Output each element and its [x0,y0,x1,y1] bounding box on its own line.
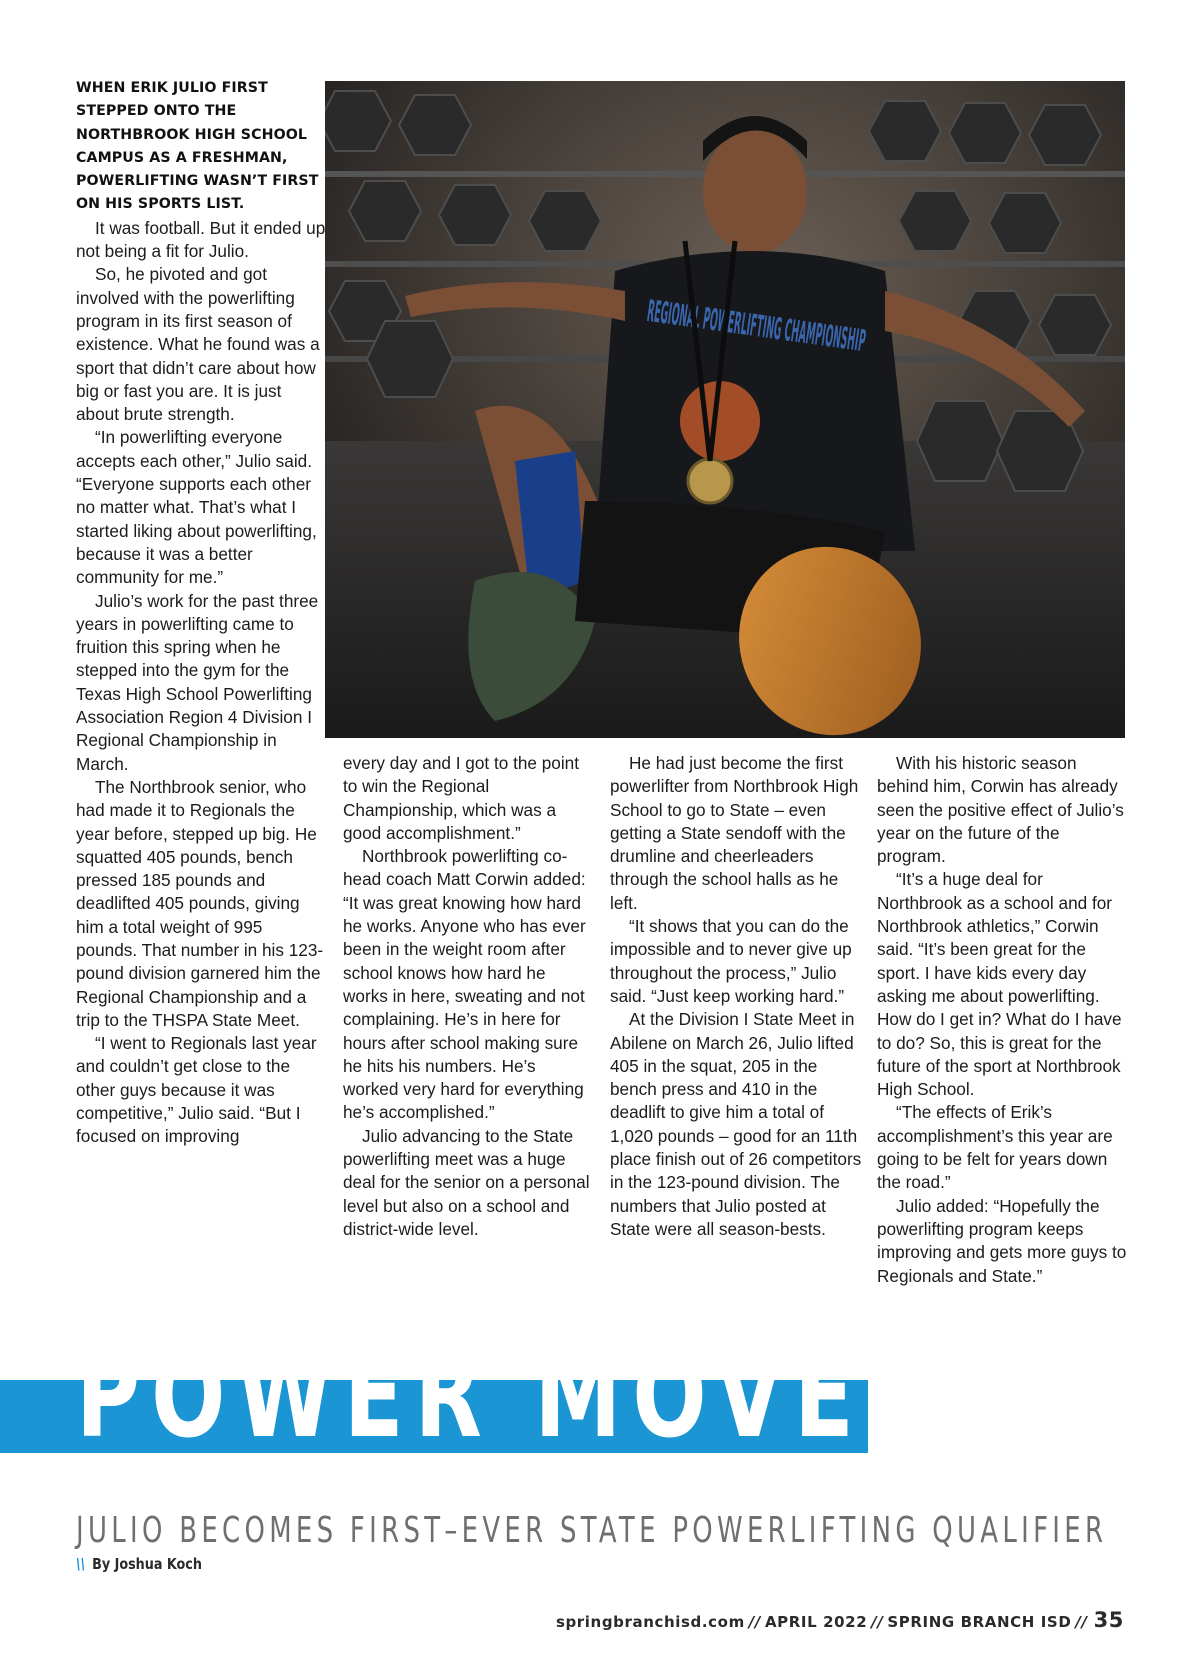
footer-separator: // [871,1613,884,1631]
paragraph: “It’s a huge deal for Northbrook as a school and for Northbrook athletics,” Corwin said. “It’s been great for the sport. I have kids every day asking me about powerlifting. How do I get in? What do I have to do? So, this is great for the future of the sport at Northbrook High School. [877,869,1122,1100]
paragraph: Julio’s work for the past three years in powerlifting came to fruition this spring when he stepped into the gym for the Texas High School Powerlifting Association Region 4 Division I Regional Championship in March. [76,590,319,774]
athlete-photo [325,81,1125,738]
paragraph: He had just become the first powerlifter from Northbrook High School to go to State – even getting a State sendoff with the drumline and cheerleaders through the school halls as he left. [610,753,859,913]
paragraph: every day and I got to the point to win the Regional Championship, which was a good accomplishment.” [343,753,580,843]
paragraph: It was football. But it ended up not being a fit for Julio. [76,217,326,262]
author: By Joshua Koch [92,1555,202,1573]
slash-ornament: \\ [76,1555,86,1573]
footer-website: springbranchisd.com [555,1613,745,1631]
paragraph: Northbrook powerlifting co-head coach Matt Corwin added: “It was great knowing how hard he works. Anyone who has ever been in the weight room after school knows how hard he works in here, sweating and not complaining. He’s in here for hours after school making sure he hits his numbers. He’s worked very hard for everything he’s accomplished.” [343,846,586,1123]
paragraph: Julio advancing to the State powerlifting meet was a huge deal for the senior on a personal level but also on a school and district-wide level. [343,1125,590,1239]
page-title: POWER MOVE [76,1326,865,1464]
article-column-3 [610,752,862,1241]
article-lead: WHEN ERIK JULIO FIRST STEPPED ONTO THE NORTHBROOK HIGH SCHOOL CAMPUS AS A FRESHMAN, POWERLIFTING WASN’T FIRST ON HIS SPORTS LIST. [76,80,319,213]
article-column-4 [877,752,1129,1288]
paragraph: “I went to Regionals last year and couldn’t get close to the other guys because it was competitive,” Julio said. “But I focused on improving [76,1033,317,1147]
footer-date: APRIL 2022 [764,1613,868,1631]
paragraph: “The effects of Erik’s accomplishment’s this year are going to be felt for years down the road.” [877,1102,1113,1193]
paragraph: “In powerlifting everyone accepts each other,” Julio said. “Everyone supports each other no matter what. That’s what I started liking about powerlifting, because it was a better community for me.” [76,427,317,588]
byline [76,1555,202,1573]
article-column-2 [343,752,595,1241]
subtitle: JULIO BECOMES FIRST–EVER STATE POWERLIFTING QUALIFIER [76,1510,1108,1551]
page-number: 35 [1093,1608,1124,1632]
paragraph: The Northbrook senior, who had made it to Regionals the year before, stepped up big. He squatted 405 pounds, bench pressed 185 pounds and deadlifted 405 pounds, giving him a total weight of 995 pounds. That number in his 123-pound division garnered him the Regional Championship and a trip to the THSPA State Meet. [76,776,324,1030]
footer-publication: SPRING BRANCH ISD [887,1613,1072,1631]
paragraph: Julio added: “Hopefully the powerlifting program keeps improving and gets more guys to Regionals and State.” [877,1195,1127,1286]
paragraph: So, he pivoted and got involved with the powerlifting program in its first season of existence. What he found was a sport that didn’t care about how big or fast you are. It is just about brute strength. [76,264,320,425]
page-footer [556,1608,1124,1632]
footer-separator: // [1075,1613,1088,1631]
article-column-1 [76,77,328,1149]
paragraph: At the Division I State Meet in Abilene on March 26, Julio lifted 405 in the squat, 205 in the bench press and 410 in the deadlift to give him a total of 1,020 pounds – good for an 11th place finish out of 26 competitors in the 123-pound division. The numbers that Julio posted at State were all season-bests. [610,1009,862,1239]
paragraph: With his historic season behind him, Corwin has already seen the positive effect of Julio’s year on the future of the program. [877,753,1124,867]
footer-separator: // [748,1613,761,1631]
paragraph: “It shows that you can do the impossible and to never give up throughout the process,” Julio said. “Just keep working hard.” [610,916,852,1006]
